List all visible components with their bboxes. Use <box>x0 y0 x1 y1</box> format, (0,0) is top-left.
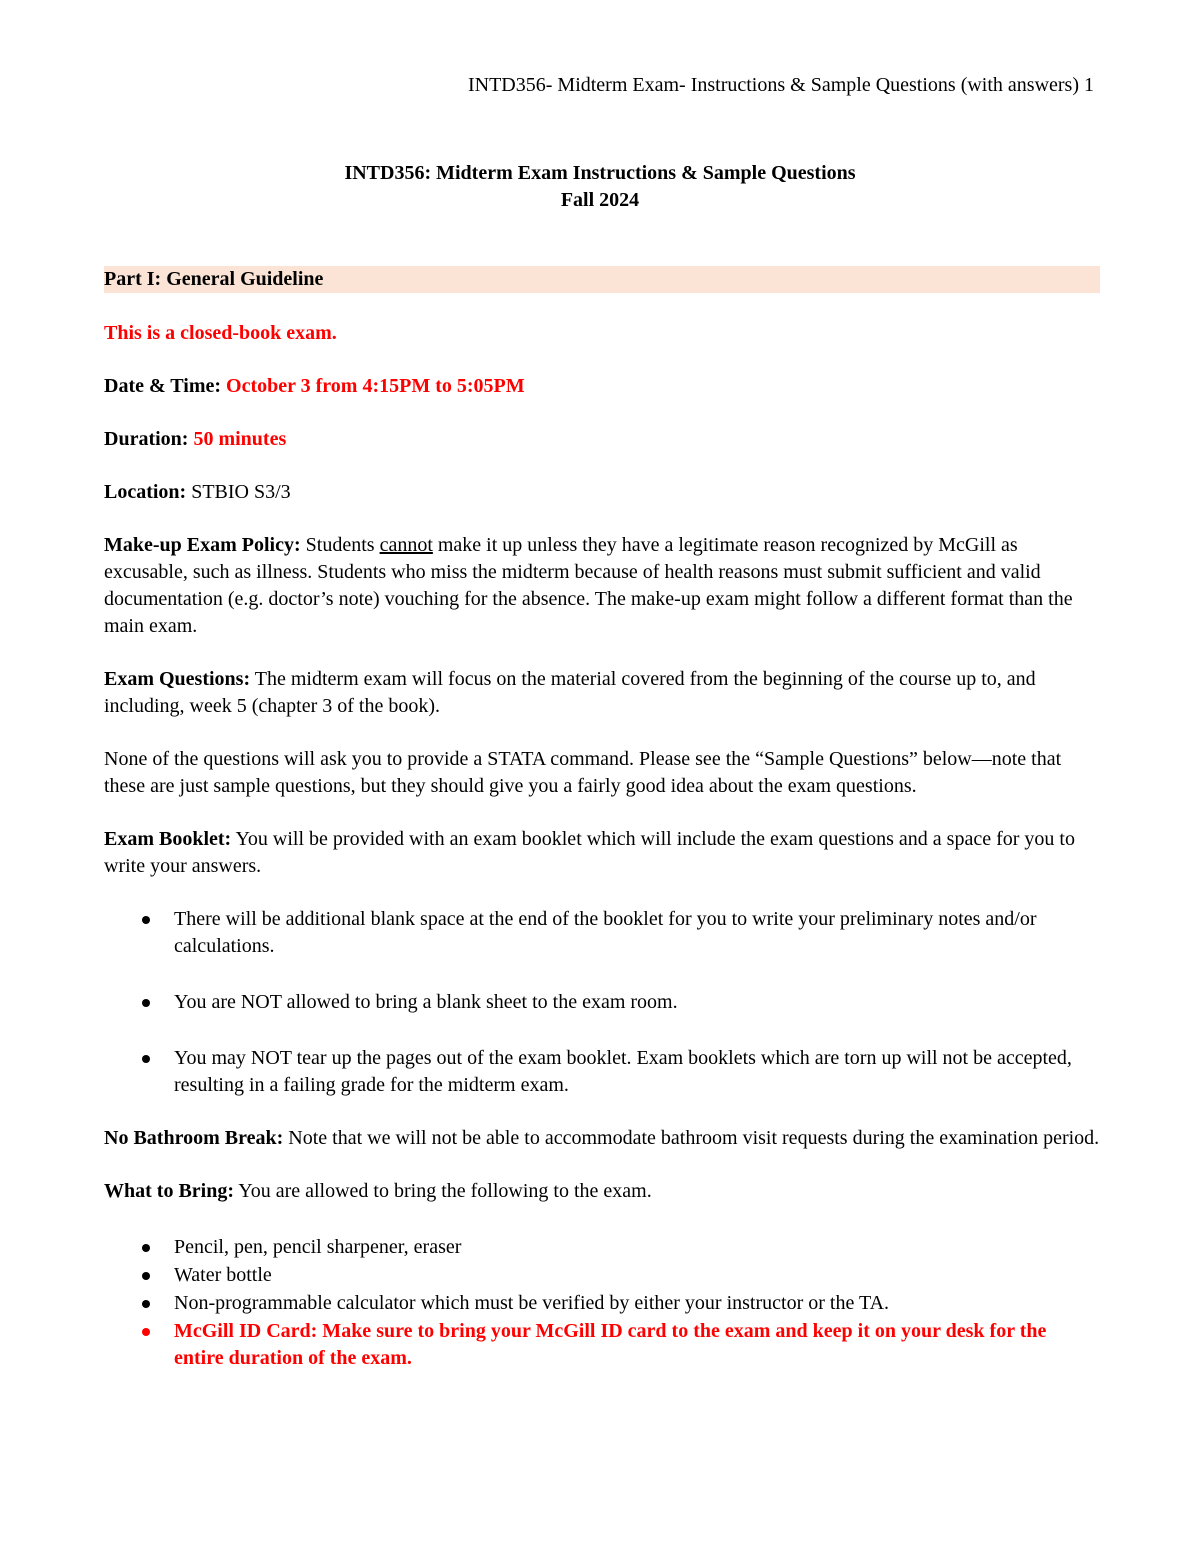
duration-value: 50 minutes <box>193 428 287 450</box>
duration-line <box>104 426 1100 453</box>
what-to-bring-paragraph: What to Bring: You are allowed to bring the following to the exam. <box>104 1180 652 1202</box>
bullet-icon <box>142 1300 150 1308</box>
running-header: INTD356- Midterm Exam- Instructions & Sample Questions (with answers) 1 <box>467 74 1094 96</box>
bullet-icon <box>142 1055 150 1063</box>
bullet-icon <box>142 999 150 1007</box>
document-body <box>104 266 1100 1373</box>
bullet-icon <box>142 916 150 924</box>
date-time-value: October 3 from 4:15PM to 5:05PM <box>226 375 525 397</box>
title-line-2: Fall 2024 <box>560 189 640 211</box>
closed-book-notice: This is a closed-book exam. <box>104 322 337 344</box>
bathroom-label: No Bathroom Break: <box>104 1127 284 1149</box>
location-label: Location: <box>104 481 187 503</box>
list-item: You may NOT tear up the pages out of the exam booklet. Exam booklets which are torn up will not be accepted, resulting in a failing grade for the midterm exam. <box>104 1045 1100 1099</box>
date-time-label: Date & Time: <box>104 375 222 397</box>
date-time-line <box>104 373 1100 400</box>
makeup-policy-paragraph: Make-up Exam Policy: Students cannot make it up unless they have a legitimate reason recognized by McGill as excusable, such as illness. Students who miss the midterm because of health reasons must submit sufficient and valid documentation (e.g. doctor’s note) vouching for the absence. The make-up exam might follow a different format than the main exam. <box>104 534 1073 637</box>
list-item: Non-programmable calculator which must be verified by either your instructor or the TA. <box>104 1290 1100 1317</box>
makeup-underlined-word: cannot <box>379 534 433 556</box>
list-item-id-card: McGill ID Card: Make sure to bring your McGill ID card to the exam and keep it on your desk for the entire duration of the exam. <box>104 1318 1100 1372</box>
bathroom-paragraph: No Bathroom Break: Note that we will not be able to accommodate bathroom visit requests during the examination period. <box>104 1127 1100 1149</box>
bring-bullet-list <box>104 1234 1100 1372</box>
makeup-label: Make-up Exam Policy: <box>104 534 301 556</box>
exam-questions-label: Exam Questions: <box>104 668 251 690</box>
exam-booklet-paragraph: Exam Booklet: You will be provided with an exam booklet which will include the exam questions and a space for you to write your answers. <box>104 828 1075 877</box>
exam-questions-paragraph: Exam Questions: The midterm exam will focus on the material covered from the beginning of the course up to, and including, week 5 (chapter 3 of the book). <box>104 668 1036 717</box>
exam-booklet-label: Exam Booklet: <box>104 828 232 850</box>
section-heading-part1: Part I: General Guideline <box>104 266 1100 293</box>
list-item: You are NOT allowed to bring a blank sheet to the exam room. <box>104 989 1100 1016</box>
stata-note-paragraph: None of the questions will ask you to provide a STATA command. Please see the “Sample Questions” below—note that these are just sample questions, but they should give you a fairly good idea about the exam questions. <box>104 748 1062 797</box>
title-line-1: INTD356: Midterm Exam Instructions & Sample Questions <box>344 162 856 184</box>
booklet-bullet-list <box>104 906 1100 1099</box>
list-item: Pencil, pen, pencil sharpener, eraser <box>104 1234 1100 1261</box>
location-value: STBIO S3/3 <box>191 481 291 503</box>
list-item: Water bottle <box>104 1262 1100 1289</box>
document-title <box>0 160 1200 214</box>
bullet-icon <box>142 1244 150 1252</box>
bullet-icon <box>142 1328 150 1336</box>
what-to-bring-label: What to Bring: <box>104 1180 234 1202</box>
location-line <box>104 479 1100 506</box>
duration-label: Duration: <box>104 428 189 450</box>
bullet-icon <box>142 1272 150 1280</box>
list-item: There will be additional blank space at the end of the booklet for you to write your preliminary notes and/or calculations. <box>104 906 1100 960</box>
